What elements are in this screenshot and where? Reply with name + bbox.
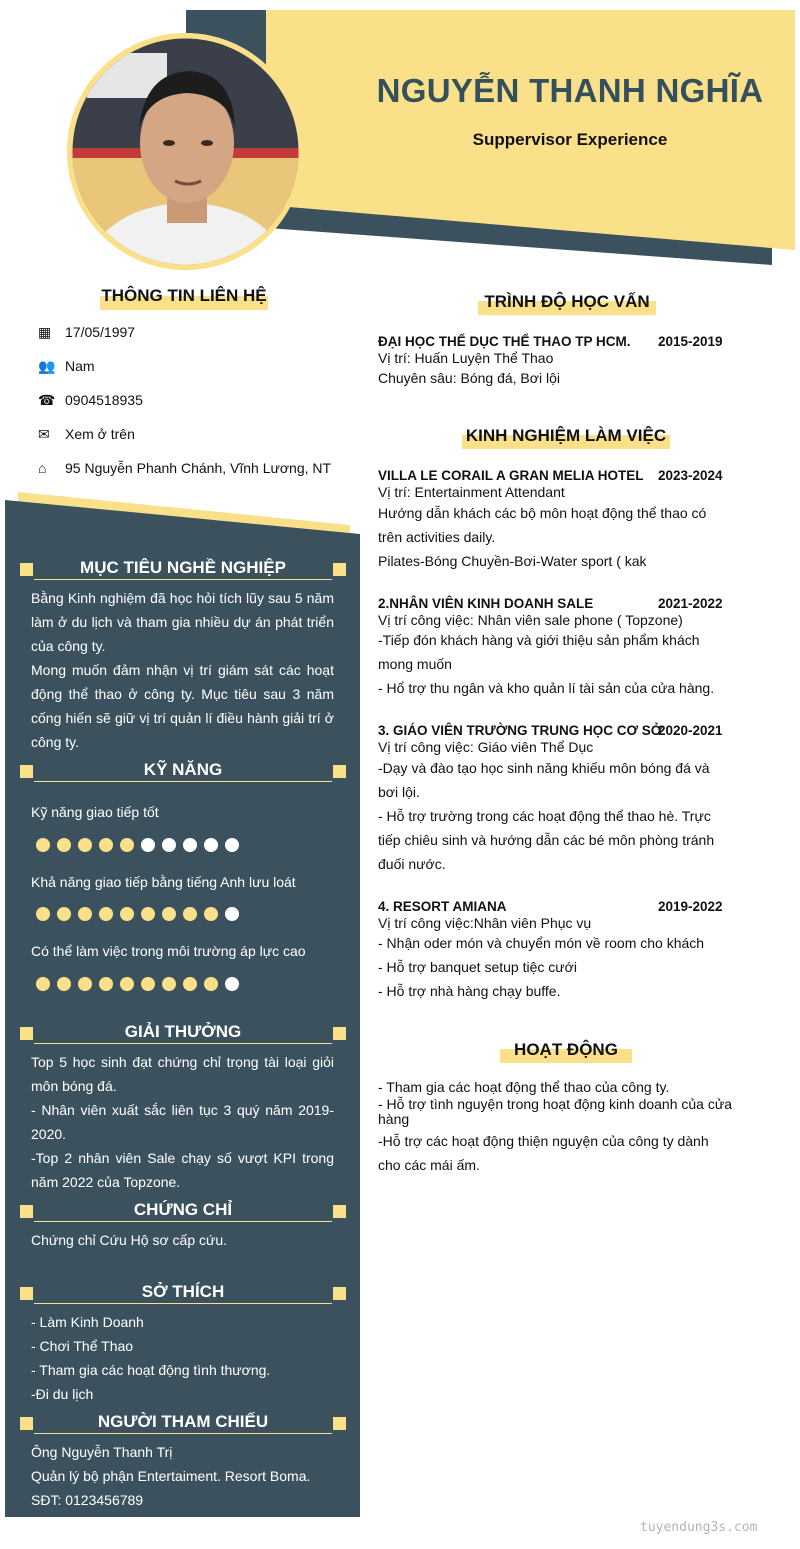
job-description: -Dạy và đào tạo học sinh năng khiếu môn bóng đá và bơi lội. xyxy=(378,760,710,800)
rating-dot-filled xyxy=(120,977,134,991)
candidate-name: NGUYỄN THANH NGHĨA xyxy=(376,72,764,109)
activities-item: - Tham gia các hoạt động thể thao của công ty. xyxy=(378,1079,670,1095)
job-years: 2020-2021 xyxy=(658,723,723,738)
job-years: 2019-2022 xyxy=(658,899,723,914)
education-heading: TRÌNH ĐỘ HỌC VẤN xyxy=(478,292,656,316)
hobby-item: -Đi du lịch xyxy=(31,1386,94,1402)
job-company: 4. RESORT AMIANA xyxy=(378,899,507,914)
job-description: - Hổ trợ thu ngân và kho quản lí tài sản của cửa hàng. xyxy=(378,680,715,696)
rating-dot-filled xyxy=(183,977,197,991)
job-description: - Hỗ trợ trường trong các hoạt động thể thao hè. Trực tiếp chiêu sinh và hướng dẫn các bé môn phòng tránh đuối nước. xyxy=(378,808,715,872)
job-years: 2023-2024 xyxy=(658,468,723,483)
education-details: Vị trí: Huấn Luyện Thể Thao Chuyên sâu: Bóng đá, Bơi lội xyxy=(378,350,560,386)
activities-item: - Hỗ trợ tình nguyện trong hoạt động kinh doanh của cửa hàng xyxy=(378,1096,733,1127)
rating-dot-filled xyxy=(141,977,155,991)
skills-heading: KỸ NĂNG xyxy=(20,760,346,782)
rating-dot-filled xyxy=(36,907,50,921)
rating-dot-empty xyxy=(183,838,197,852)
phone-icon: ☎ xyxy=(38,391,56,408)
job-position: Vị trí công việc:Nhân viên Phục vụ xyxy=(378,915,592,931)
contact-title: THÔNG TIN LIÊN HỆ xyxy=(100,286,268,310)
activities-item: -Hỗ trợ các hoạt động thiện nguyện của công ty dành cho các mái ấm. xyxy=(378,1133,709,1173)
rating-dot-filled xyxy=(36,977,50,991)
job-years: 2021-2022 xyxy=(658,596,723,611)
skill-rating xyxy=(36,977,239,991)
rating-dot-filled xyxy=(99,977,113,991)
rating-dot-filled xyxy=(183,907,197,921)
calendar-icon: ▦ xyxy=(38,323,52,340)
certs-heading: CHỨNG CHỈ xyxy=(20,1200,346,1222)
hobby-item: - Chơi Thể Thao xyxy=(31,1338,134,1354)
certs-text: Chứng chỉ Cứu Hộ sơ cấp cứu. xyxy=(31,1232,228,1248)
awards-text: Top 5 học sinh đạt chứng chỉ trọng tài loại giỏi môn bóng đá. - Nhân viên xuất sắc liên tục 3 quý năm 2019-2020. -Top 2 nhân viên Sale chạy số vượt KPI trong năm 2022 của Topzone. xyxy=(31,1054,334,1190)
home-icon: ⌂ xyxy=(38,460,47,476)
skill-rating xyxy=(36,907,239,921)
rating-dot-filled xyxy=(57,907,71,921)
job-description: Pilates-Bóng Chuyền-Bơi-Water sport ( kak xyxy=(378,553,647,569)
job-position: Vị trí: Entertainment Attendant xyxy=(378,484,565,500)
skill-label: Khả năng giao tiếp bằng tiếng Anh lưu loát xyxy=(31,874,296,890)
rating-dot-empty xyxy=(225,977,239,991)
job-company: 3. GIÁO VIÊN TRƯỜNG TRUNG HỌC CƠ SỞ xyxy=(378,723,663,738)
mail-icon: ✉ xyxy=(38,425,50,442)
rating-dot-filled xyxy=(57,838,71,852)
rating-dot-filled xyxy=(162,907,176,921)
rating-dot-filled xyxy=(78,977,92,991)
candidate-role: Suppervisor Experience xyxy=(472,130,668,149)
reference-text: Ông Nguyễn Thanh Trị Quản lý bộ phận Entertaiment. Resort Boma. SĐT: 0123456789 xyxy=(31,1444,311,1508)
watermark: tuyendung3s.com xyxy=(640,1520,758,1535)
hobby-item: - Làm Kinh Doanh xyxy=(31,1314,144,1330)
rating-dot-empty xyxy=(141,838,155,852)
job-description: - Nhận oder món và chuyển món về room cho khách - Hỗ trợ banquet setup tiệc cưới - Hỗ trợ nhà hàng chạy buffe. xyxy=(378,935,705,999)
rating-dot-filled xyxy=(162,977,176,991)
hobby-item: - Tham gia các hoạt động tình thương. xyxy=(31,1362,271,1378)
experience-heading: KINH NGHIỆM LÀM VIỆC xyxy=(462,426,670,450)
skill-rating xyxy=(36,838,239,852)
skill-label: Có thể làm việc trong môi trường áp lực cao xyxy=(31,943,306,959)
contact-gender: 👥 Nam xyxy=(38,357,95,374)
education-years: 2015-2019 xyxy=(658,334,723,349)
rating-dot-filled xyxy=(141,907,155,921)
objective-heading: MỤC TIÊU NGHỀ NGHIỆP xyxy=(20,558,346,580)
awards-heading: GIẢI THƯỞNG xyxy=(20,1022,346,1044)
contact-address: ⌂ 95 Nguyễn Phanh Chánh, Vĩnh Lương, NT xyxy=(38,460,332,476)
rating-dot-empty xyxy=(204,838,218,852)
rating-dot-filled xyxy=(57,977,71,991)
hobbies-list xyxy=(31,1310,270,1406)
rating-dot-filled xyxy=(120,907,134,921)
education-school: ĐẠI HỌC THỂ DỤC THỂ THAO TP HCM. xyxy=(378,334,631,349)
job-company: VILLA LE CORAIL A GRAN MELIA HOTEL xyxy=(378,468,644,483)
contact-birthdate: ▦ 17/05/1997 xyxy=(38,323,136,340)
skill-label: Kỹ năng giao tiếp tốt xyxy=(31,804,159,820)
rating-dot-empty xyxy=(225,907,239,921)
rating-dot-filled xyxy=(204,907,218,921)
activities-heading: HOẠT ĐỘNG xyxy=(500,1040,632,1064)
contact-email: ✉ Xem ở trên xyxy=(38,425,135,442)
contact-phone: ☎ 0904518935 xyxy=(38,391,143,408)
reference-heading: NGƯỜI THAM CHIẾU xyxy=(20,1412,346,1434)
hobbies-heading: SỞ THÍCH xyxy=(20,1282,346,1304)
rating-dot-empty xyxy=(225,838,239,852)
job-company: 2.NHÂN VIÊN KINH DOANH SALE xyxy=(378,596,594,611)
rating-dot-filled xyxy=(36,838,50,852)
job-description: -Tiếp đón khách hàng và giới thiệu sản phẩm khách mong muốn xyxy=(378,632,700,672)
job-position: Vị trí công việc: Nhân viên sale phone ( Topzone) xyxy=(378,612,683,628)
rating-dot-filled xyxy=(120,838,134,852)
objective-text: Bằng Kinh nghiệm đã học hỏi tích lũy sau 5 năm làm ở du lịch và tham gia nhiều dự án phát triển của công ty. Mong muốn đảm nhận vị trí giám sát các hoạt động thể thao ở công ty. Mục tiêu sau 3 năm cống hiến sẽ giữ vị trí quản lí điều hành giải trí ở công ty. xyxy=(31,590,334,750)
avatar xyxy=(67,33,304,270)
rating-dot-filled xyxy=(204,977,218,991)
rating-dot-filled xyxy=(99,907,113,921)
rating-dot-filled xyxy=(78,907,92,921)
rating-dot-filled xyxy=(99,838,113,852)
rating-dot-filled xyxy=(78,838,92,852)
job-description: Hướng dẫn khách các bộ môn hoạt động thể thao có trên activities daily. xyxy=(378,505,707,545)
gender-icon: 👥 xyxy=(38,357,56,374)
rating-dot-empty xyxy=(162,838,176,852)
job-position: Vị trí công việc: Giáo viên Thể Dục xyxy=(378,739,594,755)
